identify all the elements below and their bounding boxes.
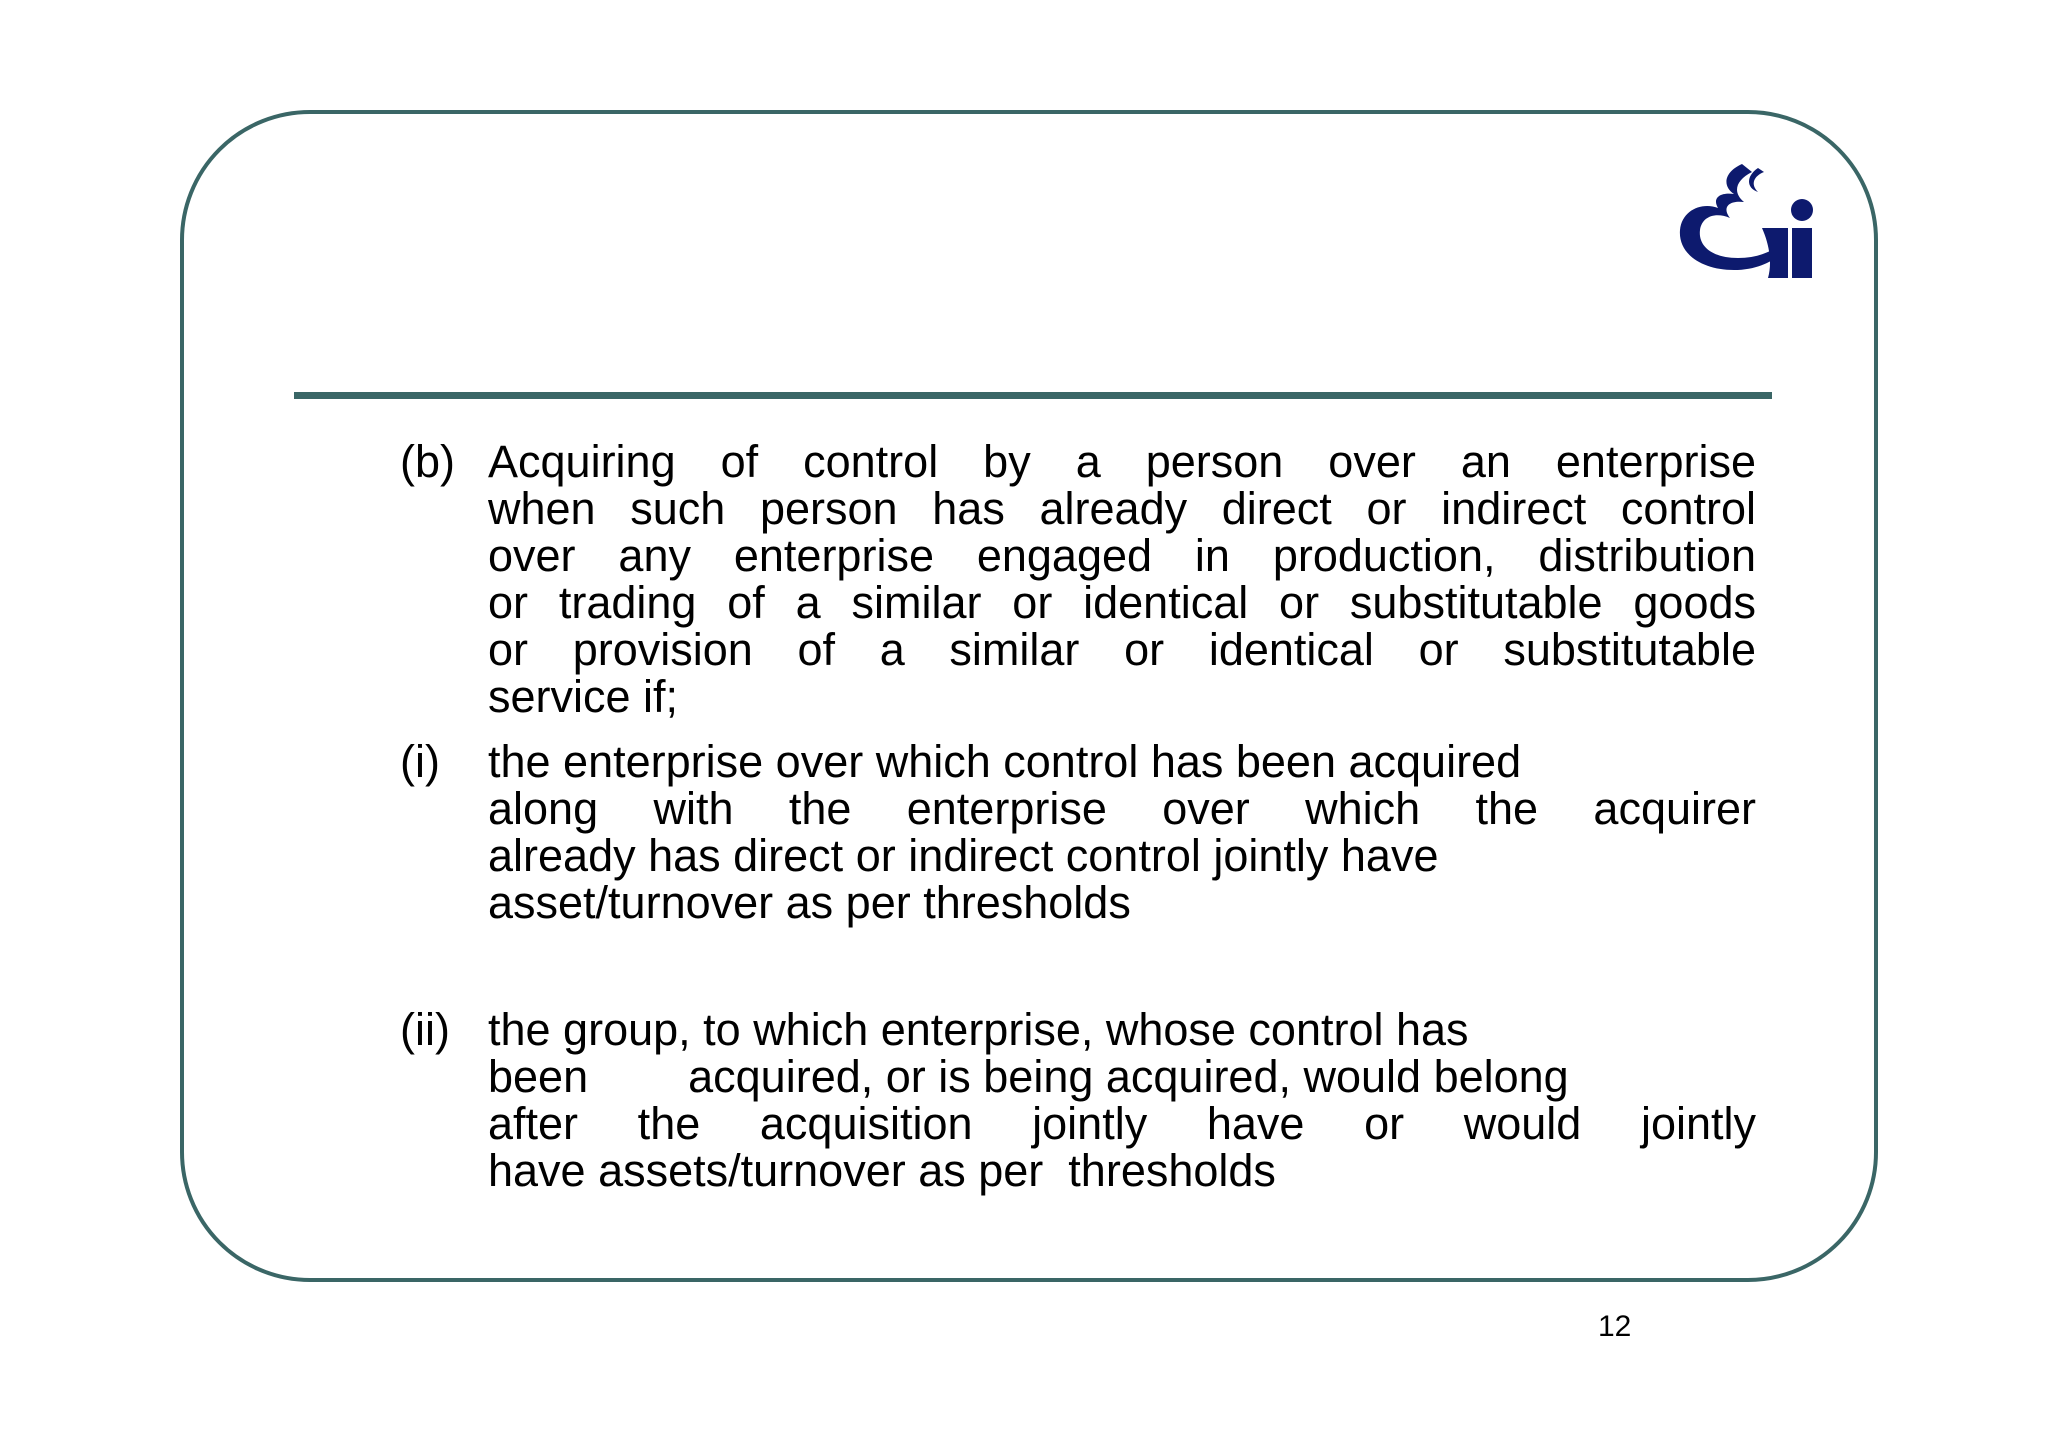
list-item-b bbox=[400, 438, 1756, 720]
text-line: have assets/turnover as per thresholds bbox=[488, 1145, 1276, 1196]
title-divider bbox=[294, 392, 1772, 399]
list-item-i bbox=[400, 738, 1756, 926]
text-line: or trading of a similar or identical or substitutable goods bbox=[488, 577, 1756, 628]
text-line: when such person has already direct or indirect control bbox=[488, 483, 1756, 534]
list-marker: (i) bbox=[400, 736, 440, 787]
list-marker: (ii) bbox=[400, 1004, 450, 1055]
text-line: along with the enterprise over which the acquirer bbox=[488, 783, 1756, 834]
text-line: service if; bbox=[488, 671, 679, 722]
text-line: Acquiring of control by a person over an enterprise bbox=[488, 436, 1756, 487]
list-marker: (b) bbox=[400, 436, 455, 487]
text-line: or provision of a similar or identical or substitutable bbox=[488, 624, 1756, 675]
page-number: 12 bbox=[1598, 1310, 1632, 1343]
cci-logo-icon bbox=[1672, 158, 1816, 278]
text-line: the group, to which enterprise, whose control has bbox=[488, 1004, 1469, 1055]
text-line: over any enterprise engaged in production, distribution bbox=[488, 530, 1756, 581]
text-line: asset/turnover as per thresholds bbox=[488, 877, 1131, 928]
list-item-ii bbox=[400, 1006, 1756, 1194]
text-line: already has direct or indirect control jointly have bbox=[488, 830, 1439, 881]
text-line: after the acquisition jointly have or would jointly bbox=[488, 1098, 1756, 1149]
text-line: the enterprise over which control has been acquired bbox=[488, 736, 1522, 787]
text-line: been acquired, or is being acquired, would belong bbox=[488, 1051, 1569, 1102]
slide-content bbox=[400, 438, 1756, 1194]
